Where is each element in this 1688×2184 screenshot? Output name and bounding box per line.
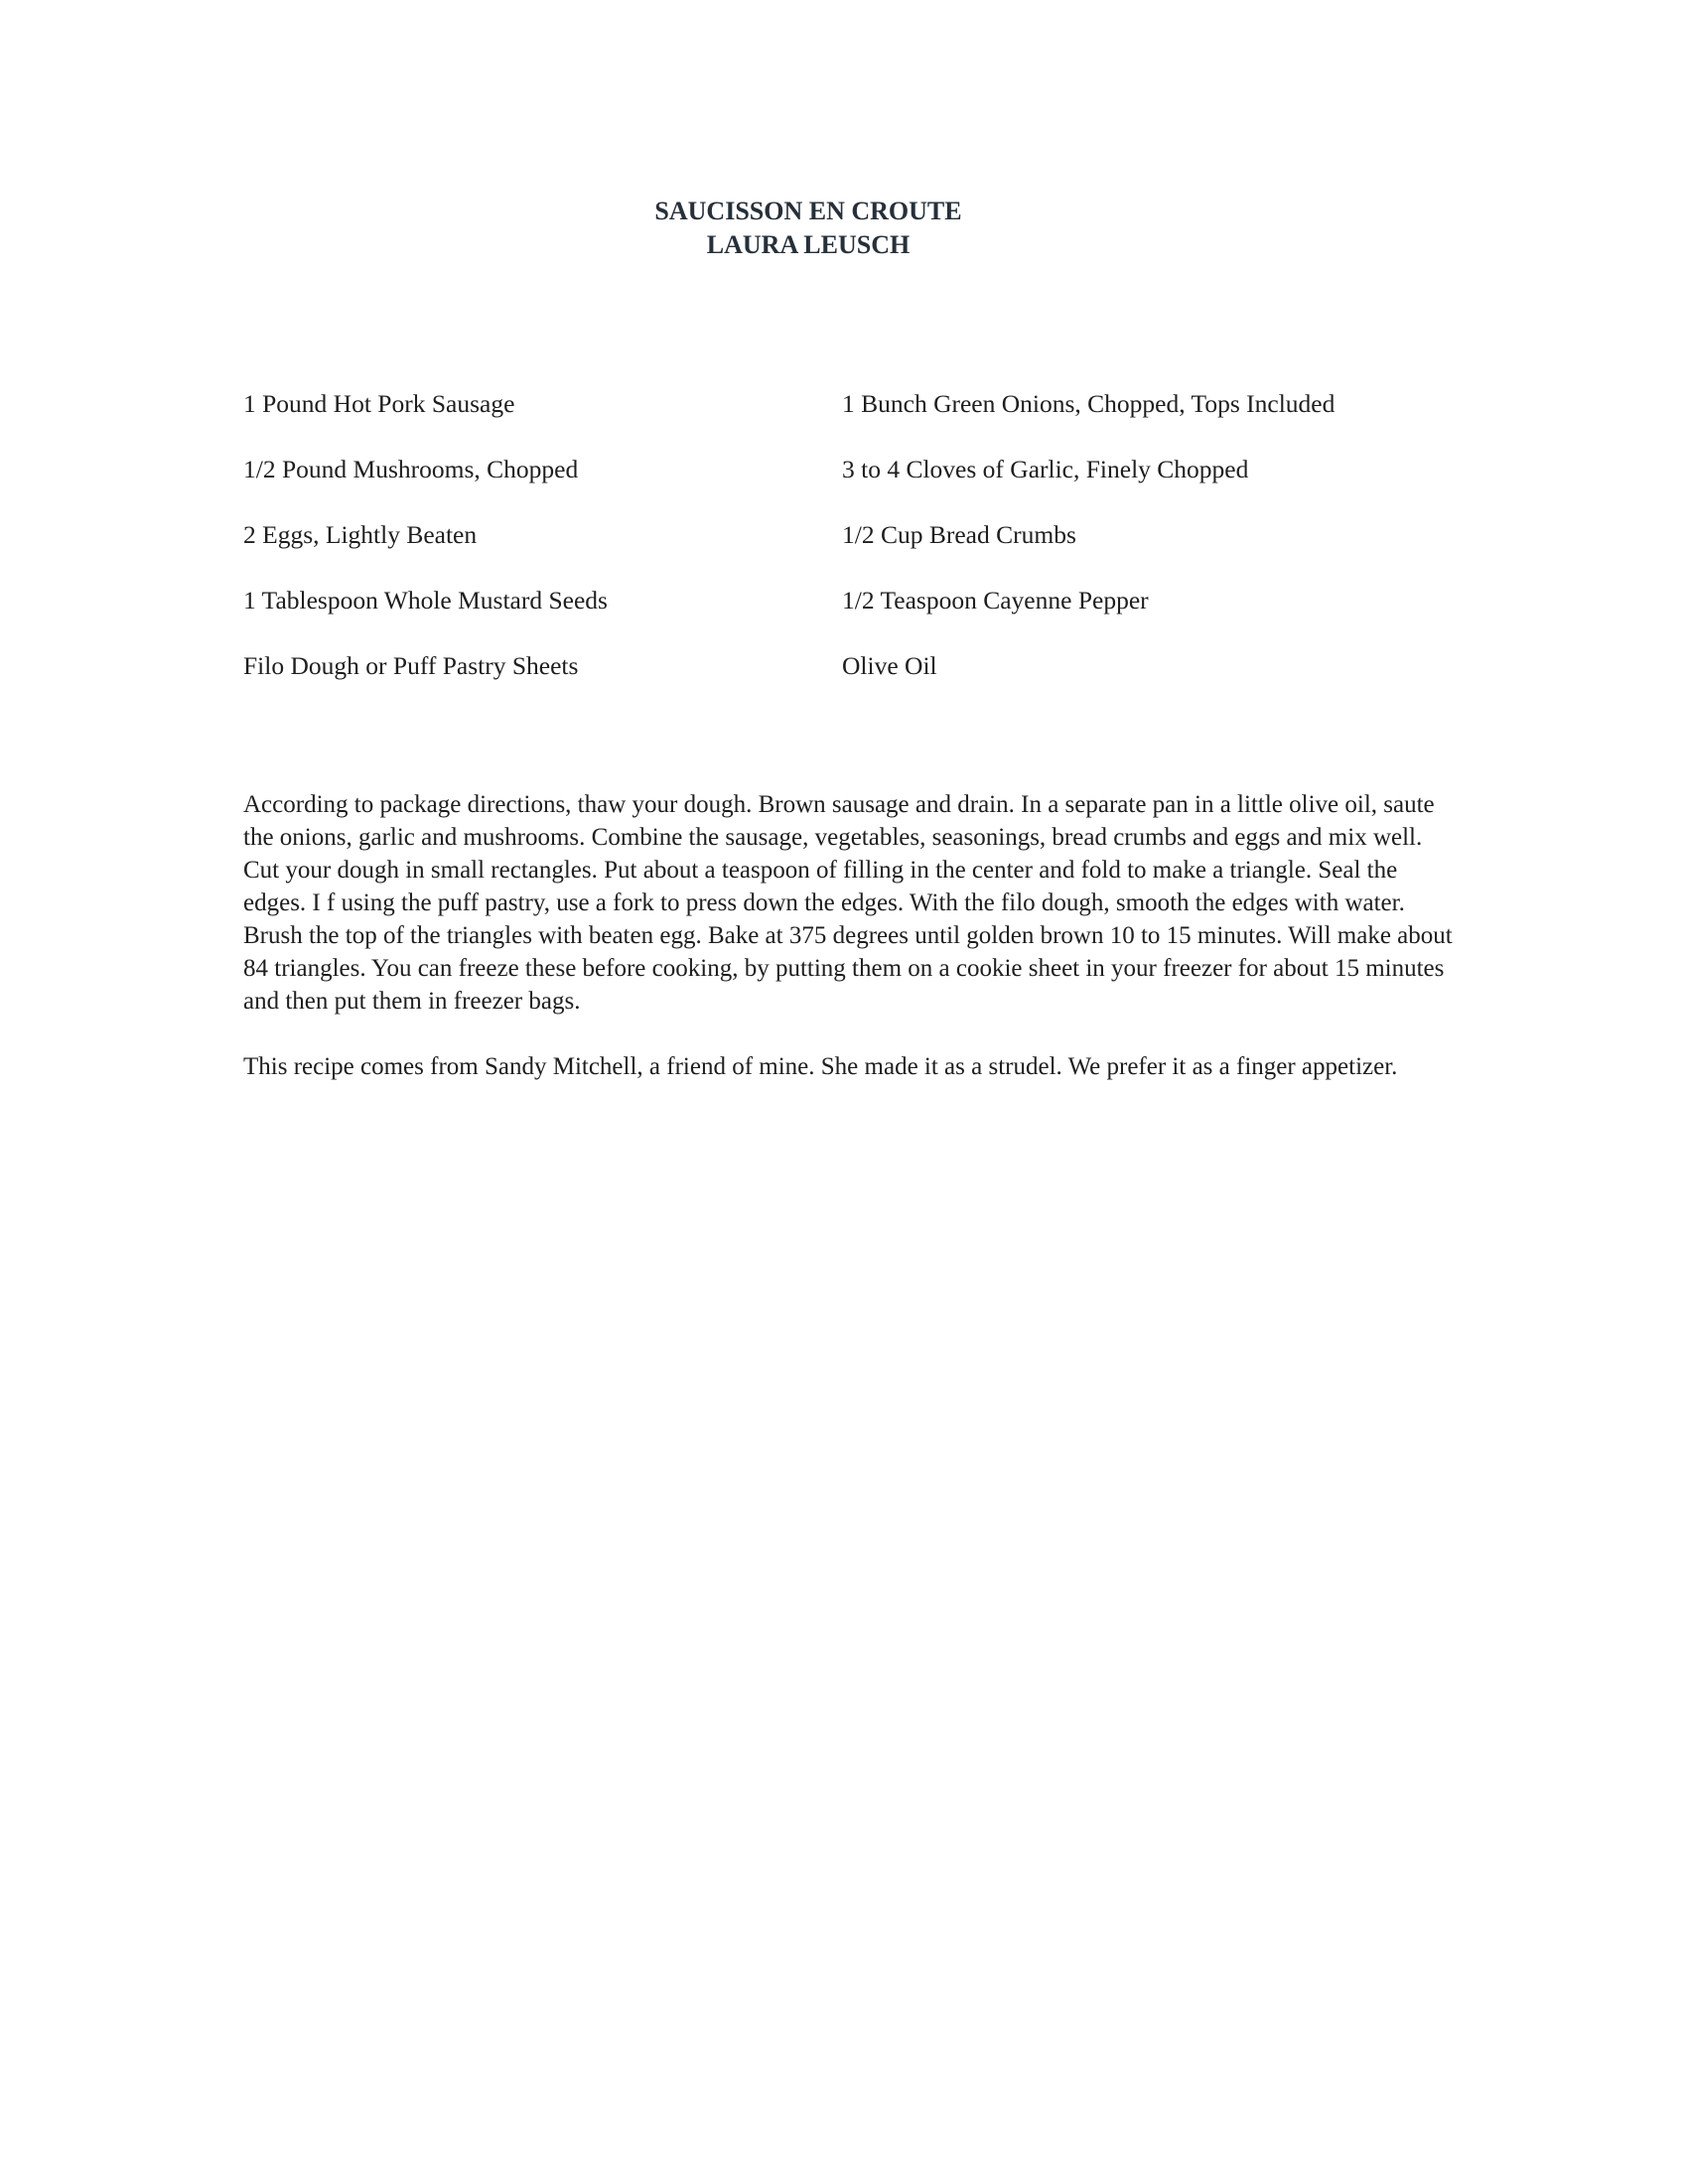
ingredient-item: 3 to 4 Cloves of Garlic, Finely Chopped [842, 455, 1249, 483]
ingredient-item: 1/2 Cup Bread Crumbs [842, 520, 1076, 549]
ingredient-item: 1/2 Teaspoon Cayenne Pepper [842, 586, 1149, 614]
recipe-title: SAUCISSON EN CROUTE [654, 197, 962, 225]
recipe-author: LAURA LEUSCH [706, 230, 911, 259]
ingredient-item: 1/2 Pound Mushrooms, Chopped [243, 455, 579, 483]
ingredient-item: 1 Tablespoon Whole Mustard Seeds [243, 586, 608, 614]
instructions-section [243, 788, 1460, 1116]
directions-paragraph: According to package directions, thaw your dough. Brown sausage and drain. In a separate pan in a little olive oil, saute the onions, garlic and mushrooms. Combine the sausage, vegetables, seasonings, bread crumbs and eggs and mix well. Cut your dough in small rectangles. Put about a teaspoon of filling in the center and fold to make a triangle. Seal the edges. I f using the puff pastry, use a fork to press down the edges. With the filo dough, smooth the edges with water. Brush the top of the triangles with beaten egg. Bake at 375 degrees until golden brown 10 to 15 minutes. Will make about 84 triangles. You can freeze these before cooking, by putting them on a cookie sheet in your freezer for about 15 minutes and then put them in freezer bags. [243, 791, 1453, 1015]
ingredient-item: 1 Bunch Green Onions, Chopped, Tops Included [842, 389, 1336, 418]
recipe-note: This recipe comes from Sandy Mitchell, a friend of mine. She made it as a strudel. We prefer it as a finger appetizer. [243, 1053, 1398, 1080]
ingredient-item: 2 Eggs, Lightly Beaten [243, 520, 478, 549]
ingredients-list [243, 389, 1455, 681]
title-block [0, 195, 1617, 262]
ingredient-item: Filo Dough or Puff Pastry Sheets [243, 651, 579, 680]
ingredient-item: Olive Oil [842, 651, 937, 680]
ingredient-item: 1 Pound Hot Pork Sausage [243, 389, 515, 418]
